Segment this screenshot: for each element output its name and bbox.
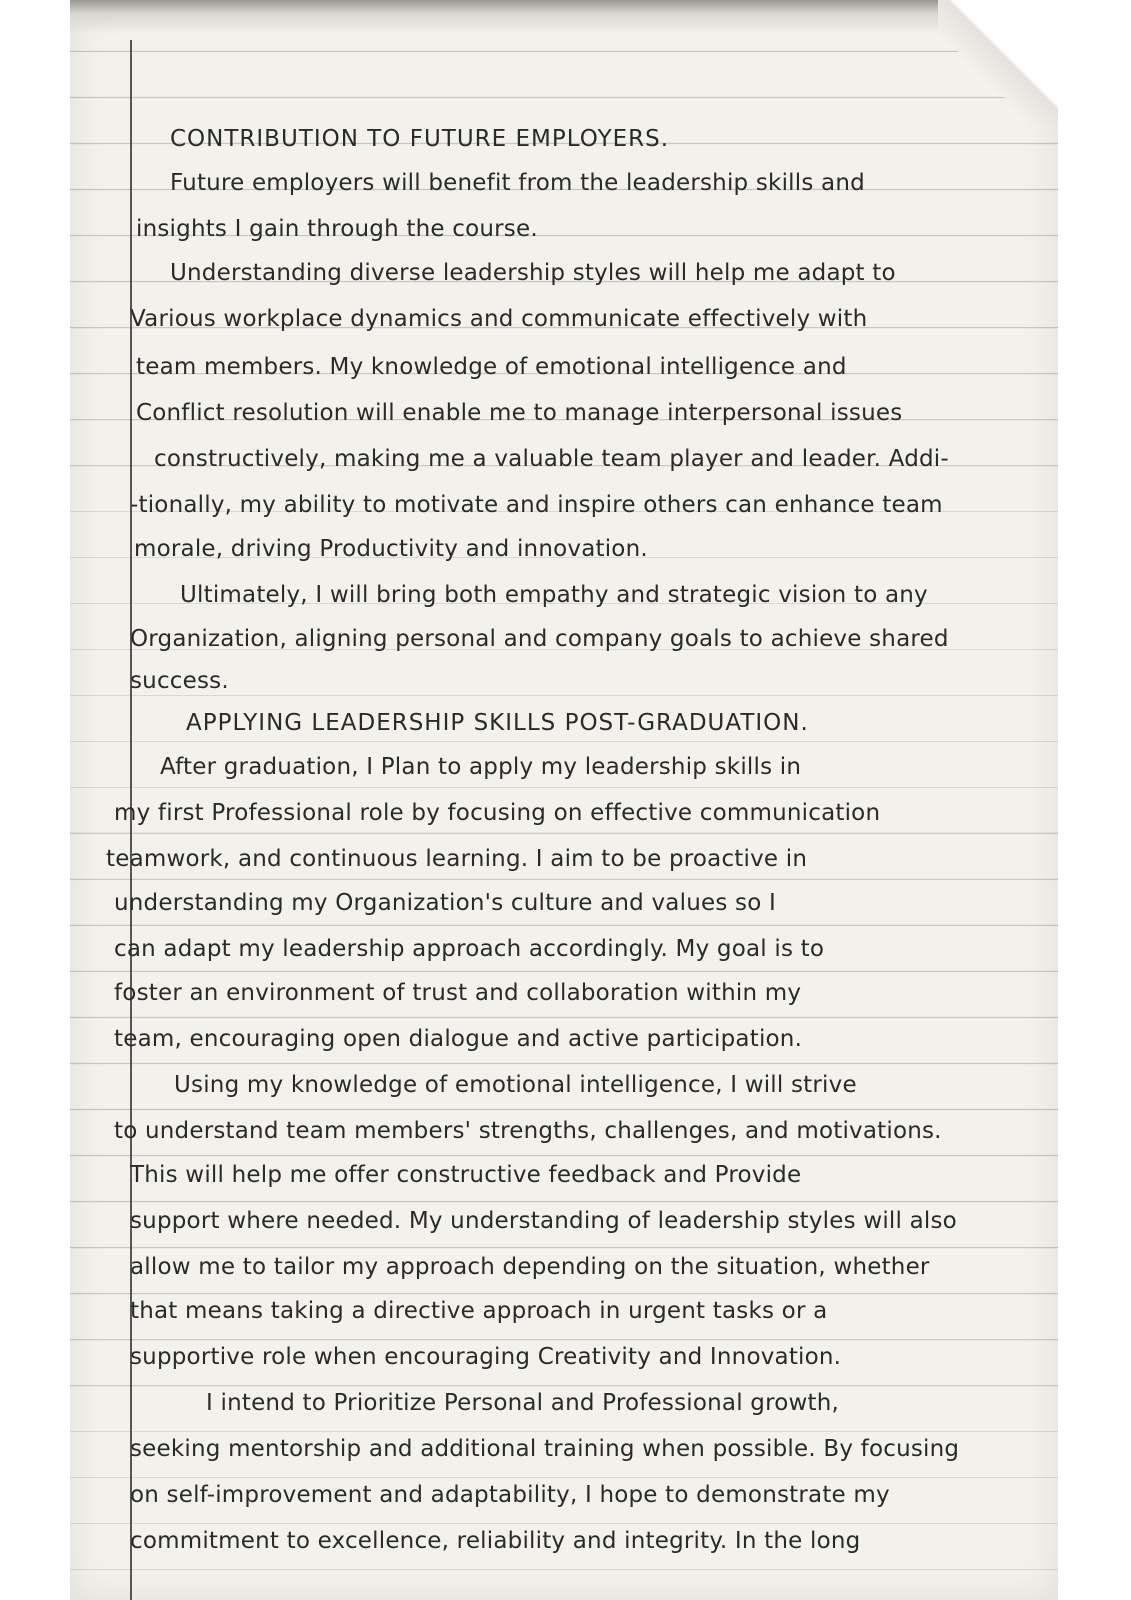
text-line: to understand team members' strengths, challenges, and motivations. (114, 1118, 942, 1144)
text-line: my first Professional role by focusing on effective communication (114, 800, 881, 826)
text-line: Various workplace dynamics and communicate effectively with (130, 306, 868, 332)
text-line: morale, driving Productivity and innovation. (134, 536, 648, 562)
text-line: seeking mentorship and additional training when possible. By focusing (130, 1436, 960, 1462)
text-line: can adapt my leadership approach accordingly. My goal is to (114, 936, 825, 962)
text-line: supportive role when encouraging Creativity and Innovation. (130, 1344, 842, 1370)
text-line: I intend to Prioritize Personal and Professional growth, (206, 1390, 840, 1416)
text-line: understanding my Organization's culture and values so I (114, 890, 776, 916)
text-line: After graduation, I Plan to apply my leadership skills in (160, 754, 802, 780)
text-line: Future employers will benefit from the leadership skills and (170, 170, 865, 196)
text-line: commitment to excellence, reliability and integrity. In the long (130, 1528, 861, 1554)
handwritten-text (70, 0, 1058, 1600)
text-line: allow me to tailor my approach depending on the situation, whether (130, 1254, 930, 1280)
text-line: support where needed. My understanding of leadership styles will also (130, 1208, 957, 1234)
text-line: This will help me offer constructive feedback and Provide (130, 1162, 802, 1188)
text-line: team members. My knowledge of emotional intelligence and (136, 354, 847, 380)
text-line: Conflict resolution will enable me to manage interpersonal issues (136, 400, 903, 426)
text-line: on self-improvement and adaptability, I hope to demonstrate my (130, 1482, 890, 1508)
text-line: Ultimately, I will bring both empathy and strategic vision to any (180, 582, 928, 608)
text-line: teamwork, and continuous learning. I aim to be proactive in (106, 846, 808, 872)
text-line: constructively, making me a valuable team player and leader. Addi- (154, 446, 949, 472)
notebook-page (70, 0, 1058, 1600)
text-line: Using my knowledge of emotional intelligence, I will strive (174, 1072, 857, 1098)
text-line: team, encouraging open dialogue and active participation. (114, 1026, 803, 1052)
heading-contribution: CONTRIBUTION TO FUTURE EMPLOYERS. (170, 126, 670, 152)
text-line: that means taking a directive approach in urgent tasks or a (130, 1298, 828, 1324)
heading-applying-leadership: APPLYING LEADERSHIP SKILLS POST-GRADUATION. (186, 710, 809, 736)
text-line: Organization, aligning personal and company goals to achieve shared (130, 626, 949, 652)
text-line: -tionally, my ability to motivate and inspire others can enhance team (130, 492, 943, 518)
text-line: insights I gain through the course. (136, 216, 538, 242)
text-line: Understanding diverse leadership styles will help me adapt to (170, 260, 896, 286)
text-line: success. (130, 668, 229, 694)
text-line: foster an environment of trust and collaboration within my (114, 980, 802, 1006)
